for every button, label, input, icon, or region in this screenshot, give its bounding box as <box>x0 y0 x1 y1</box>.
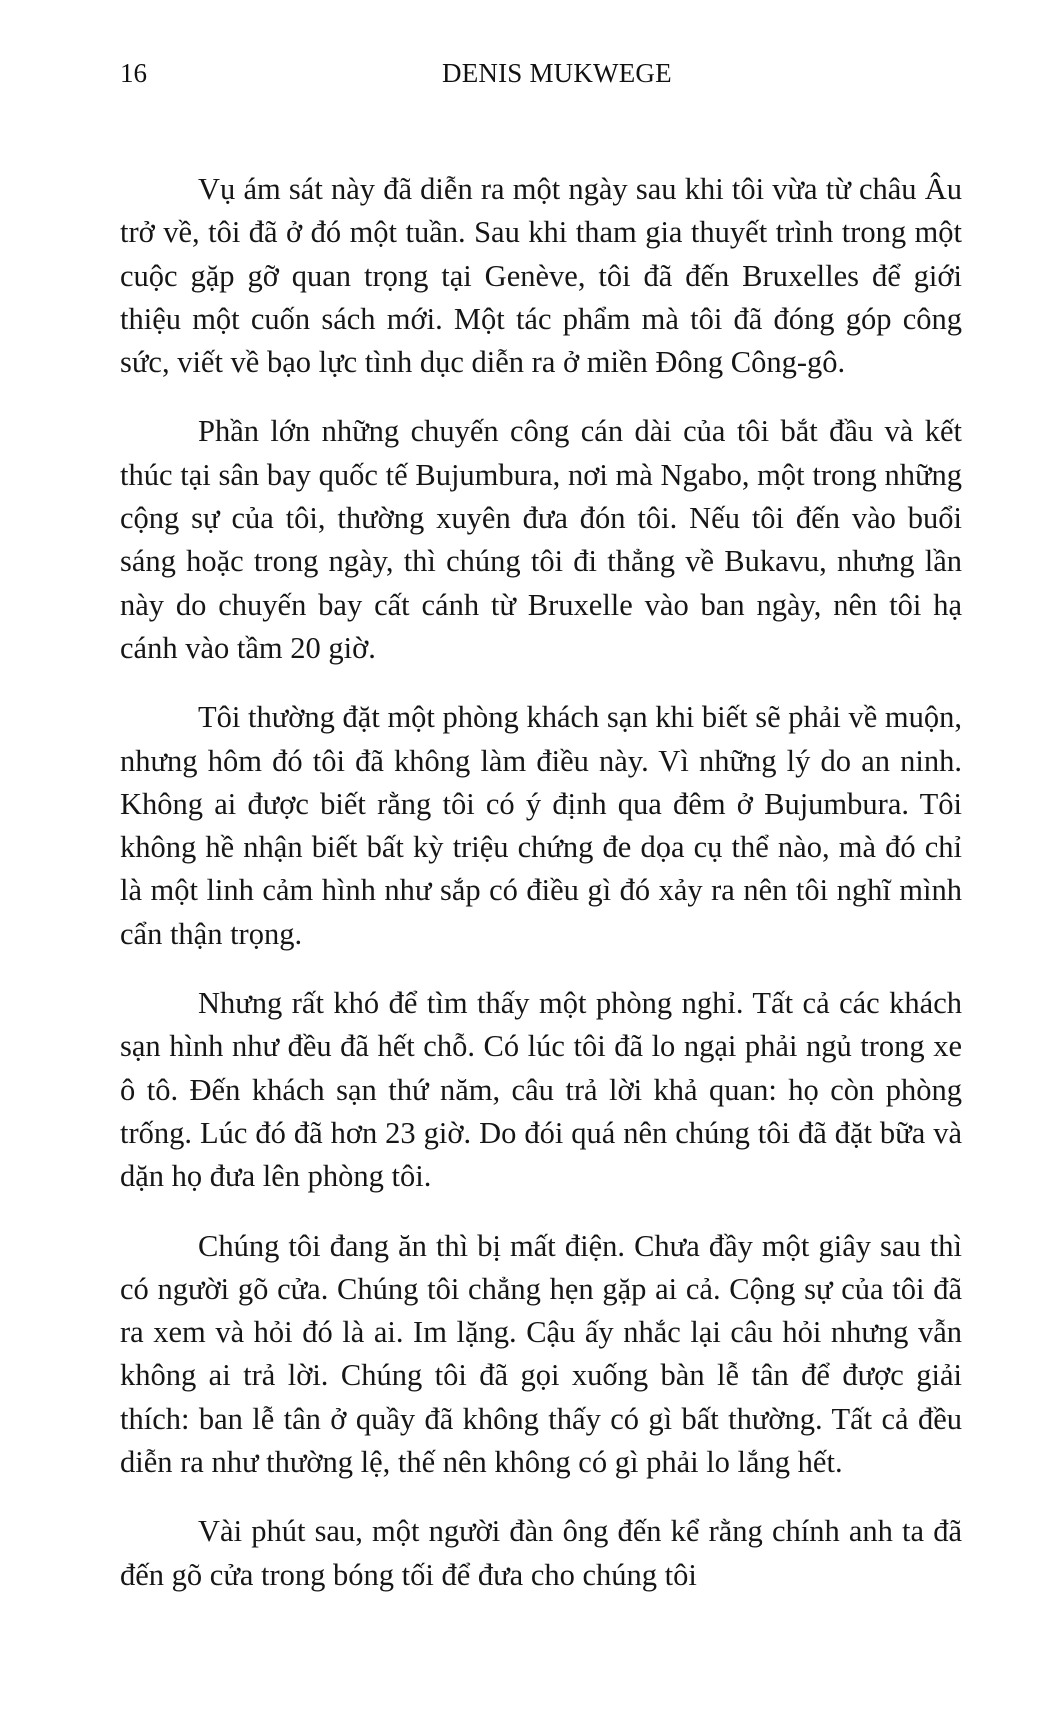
paragraph: Phần lớn những chuyến công cán dài của tôi bắt đầu và kết thúc tại sân bay quốc tế Bujumbura, nơi mà Ngabo, một trong những cộng sự của tôi, thường xuyên đưa đón tôi. Nếu tôi đến vào buổi sáng hoặc trong ngày, thì chúng tôi đi thẳng về Bukavu, nhưng lần này do chuyến bay cất cánh từ Bruxelle vào ban ngày, nên tôi hạ cánh vào tầm 20 giờ. <box>120 414 962 665</box>
page-header <box>120 58 959 98</box>
paragraph: Tôi thường đặt một phòng khách sạn khi biết sẽ phải về muộn, nhưng hôm đó tôi đã không làm điều này. Vì những lý do an ninh. Không ai được biết rằng tôi có ý định qua đêm ở Bujumbura. Tôi không hề nhận biết bất kỳ triệu chứng đe dọa cụ thể nào, mà đó chỉ là một linh cảm hình như sắp có điều gì đó xảy ra nên tôi nghĩ mình cẩn thận trọng. <box>120 700 962 951</box>
running-head: DENIS MUKWEGE <box>442 58 672 88</box>
paragraph: Vụ ám sát này đã diễn ra một ngày sau khi tôi vừa từ châu Âu trở về, tôi đã ở đó một tuần. Sau khi tham gia thuyết trình trong một cuộc gặp gỡ quan trọng tại Genève, tôi đã đến Bruxelles để giới thiệu một cuốn sách mới. Một tác phẩm mà tôi đã đóng góp công sức, viết về bạo lực tình dục diễn ra ở miền Đông Công-gô. <box>120 172 962 380</box>
paragraph: Nhưng rất khó để tìm thấy một phòng nghỉ. Tất cả các khách sạn hình như đều đã hết chỗ. Có lúc tôi đã lo ngại phải ngủ trong xe ô tô. Đến khách sạn thứ năm, câu trả lời khả quan: họ còn phòng trống. Lúc đó đã hơn 23 giờ. Do đói quá nên chúng tôi đã đặt bữa và dặn họ đưa lên phòng tôi. <box>120 986 962 1194</box>
paragraph: Vài phút sau, một người đàn ông đến kể rằng chính anh ta đã đến gõ cửa trong bóng tối để đưa cho chúng tôi <box>120 1514 962 1592</box>
paragraph: Chúng tôi đang ăn thì bị mất điện. Chưa đầy một giây sau thì có người gõ cửa. Chúng tôi chẳng hẹn gặp ai cả. Cộng sự của tôi đã ra xem và hỏi đó là ai. Im lặng. Cậu ấy nhắc lại câu hỏi nhưng vẫn không ai trả lời. Chúng tôi đã gọi xuống bàn lễ tân để được giải thích: ban lễ tân ở quầy đã không thấy có gì bất thường. Tất cả đều diễn ra như thường lệ, thế nên không có gì phải lo lắng hết. <box>120 1228 962 1480</box>
page-number: 16 <box>120 58 147 88</box>
body-text <box>120 168 962 1597</box>
